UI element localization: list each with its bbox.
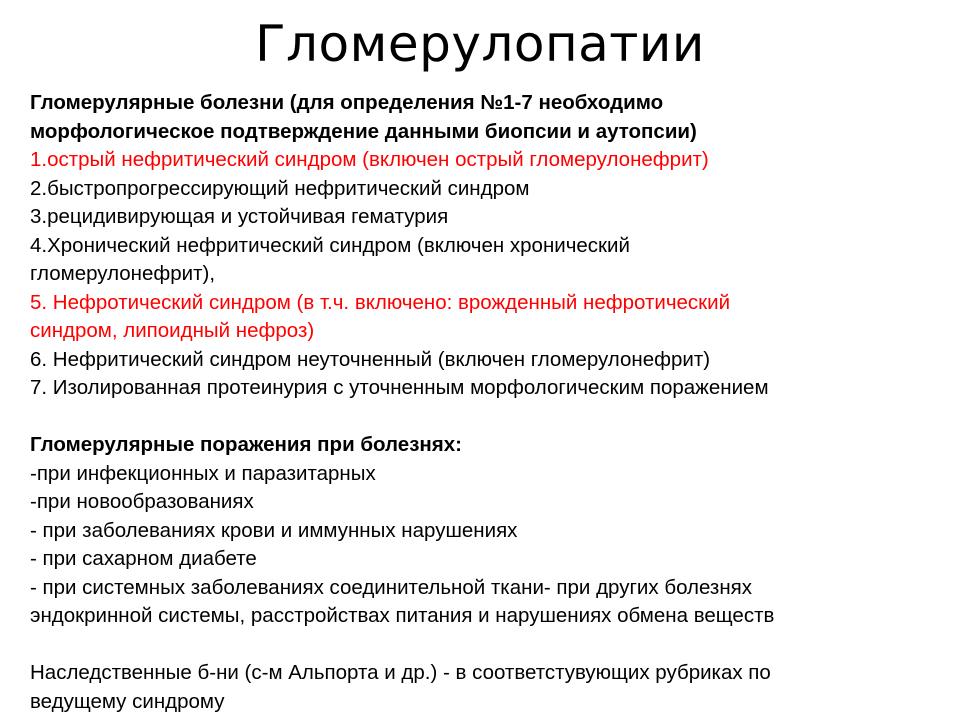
hereditary-line1: Наследственные б-ни (с-м Альпорта и др.) - в соответстувующих рубриках по <box>30 661 771 684</box>
list-item-diabetes: - при сахарном диабете <box>30 547 257 570</box>
slide-content <box>30 89 930 716</box>
list-item-recurrent-hematuria: 3.рецидивирующая и устойчивая гематурия <box>30 205 449 228</box>
glomerular-diseases-heading-line1: Гломерулярные болезни (для определения №1-7 необходимо <box>30 91 664 114</box>
spacer <box>30 631 930 660</box>
list-item-systemic-line1: - при системных заболеваниях соединительной ткани- при других болезнях <box>30 575 753 599</box>
list-item-unspecified-nephritic: 6. Нефритический синдром неуточненный (включен гломерулонефрит) <box>30 347 711 371</box>
list-item-infectious: -при инфекционных и паразитарных <box>30 461 376 485</box>
glomerular-lesions-heading: Гломерулярные поражения при болезнях: <box>30 433 462 456</box>
list-item-chronic-nephritic-line2: гломерулонефрит), <box>30 262 216 285</box>
list-item-acute-nephritic: 1.острый нефритический синдром (включен острый гломерулонефрит) <box>30 148 709 171</box>
list-item-blood-immune: - при заболеваниях крови и иммунных нарушениях <box>30 518 518 542</box>
list-item-systemic-line2: эндокринной системы, расстройствах питания и нарушениях обмена веществ <box>30 604 775 627</box>
list-item-nephrotic-line1: 5. Нефротический синдром (в т.ч. включено: врожденный нефротический <box>30 290 731 314</box>
list-item-rapidly-progressive: 2.быстропрогрессирующий нефритический синдром <box>30 176 530 200</box>
spacer <box>30 403 930 432</box>
list-item-nephrotic-line2: синдром, липоидный нефроз) <box>30 319 315 342</box>
slide-title: Гломерулопатии <box>255 15 705 73</box>
list-item-chronic-nephritic-line1: 4.Хронический нефритический синдром (включен хронический <box>30 233 630 257</box>
hereditary-line2: ведущему синдрому <box>30 689 225 713</box>
list-item-isolated-proteinuria: 7. Изолированная протеинурия с уточненным морфологическим поражением <box>30 376 769 399</box>
list-item-neoplasms: -при новообразованиях <box>30 490 254 513</box>
glomerular-diseases-heading-line2: морфологическое подтверждение данными биопсии и аутопсии) <box>30 119 697 143</box>
